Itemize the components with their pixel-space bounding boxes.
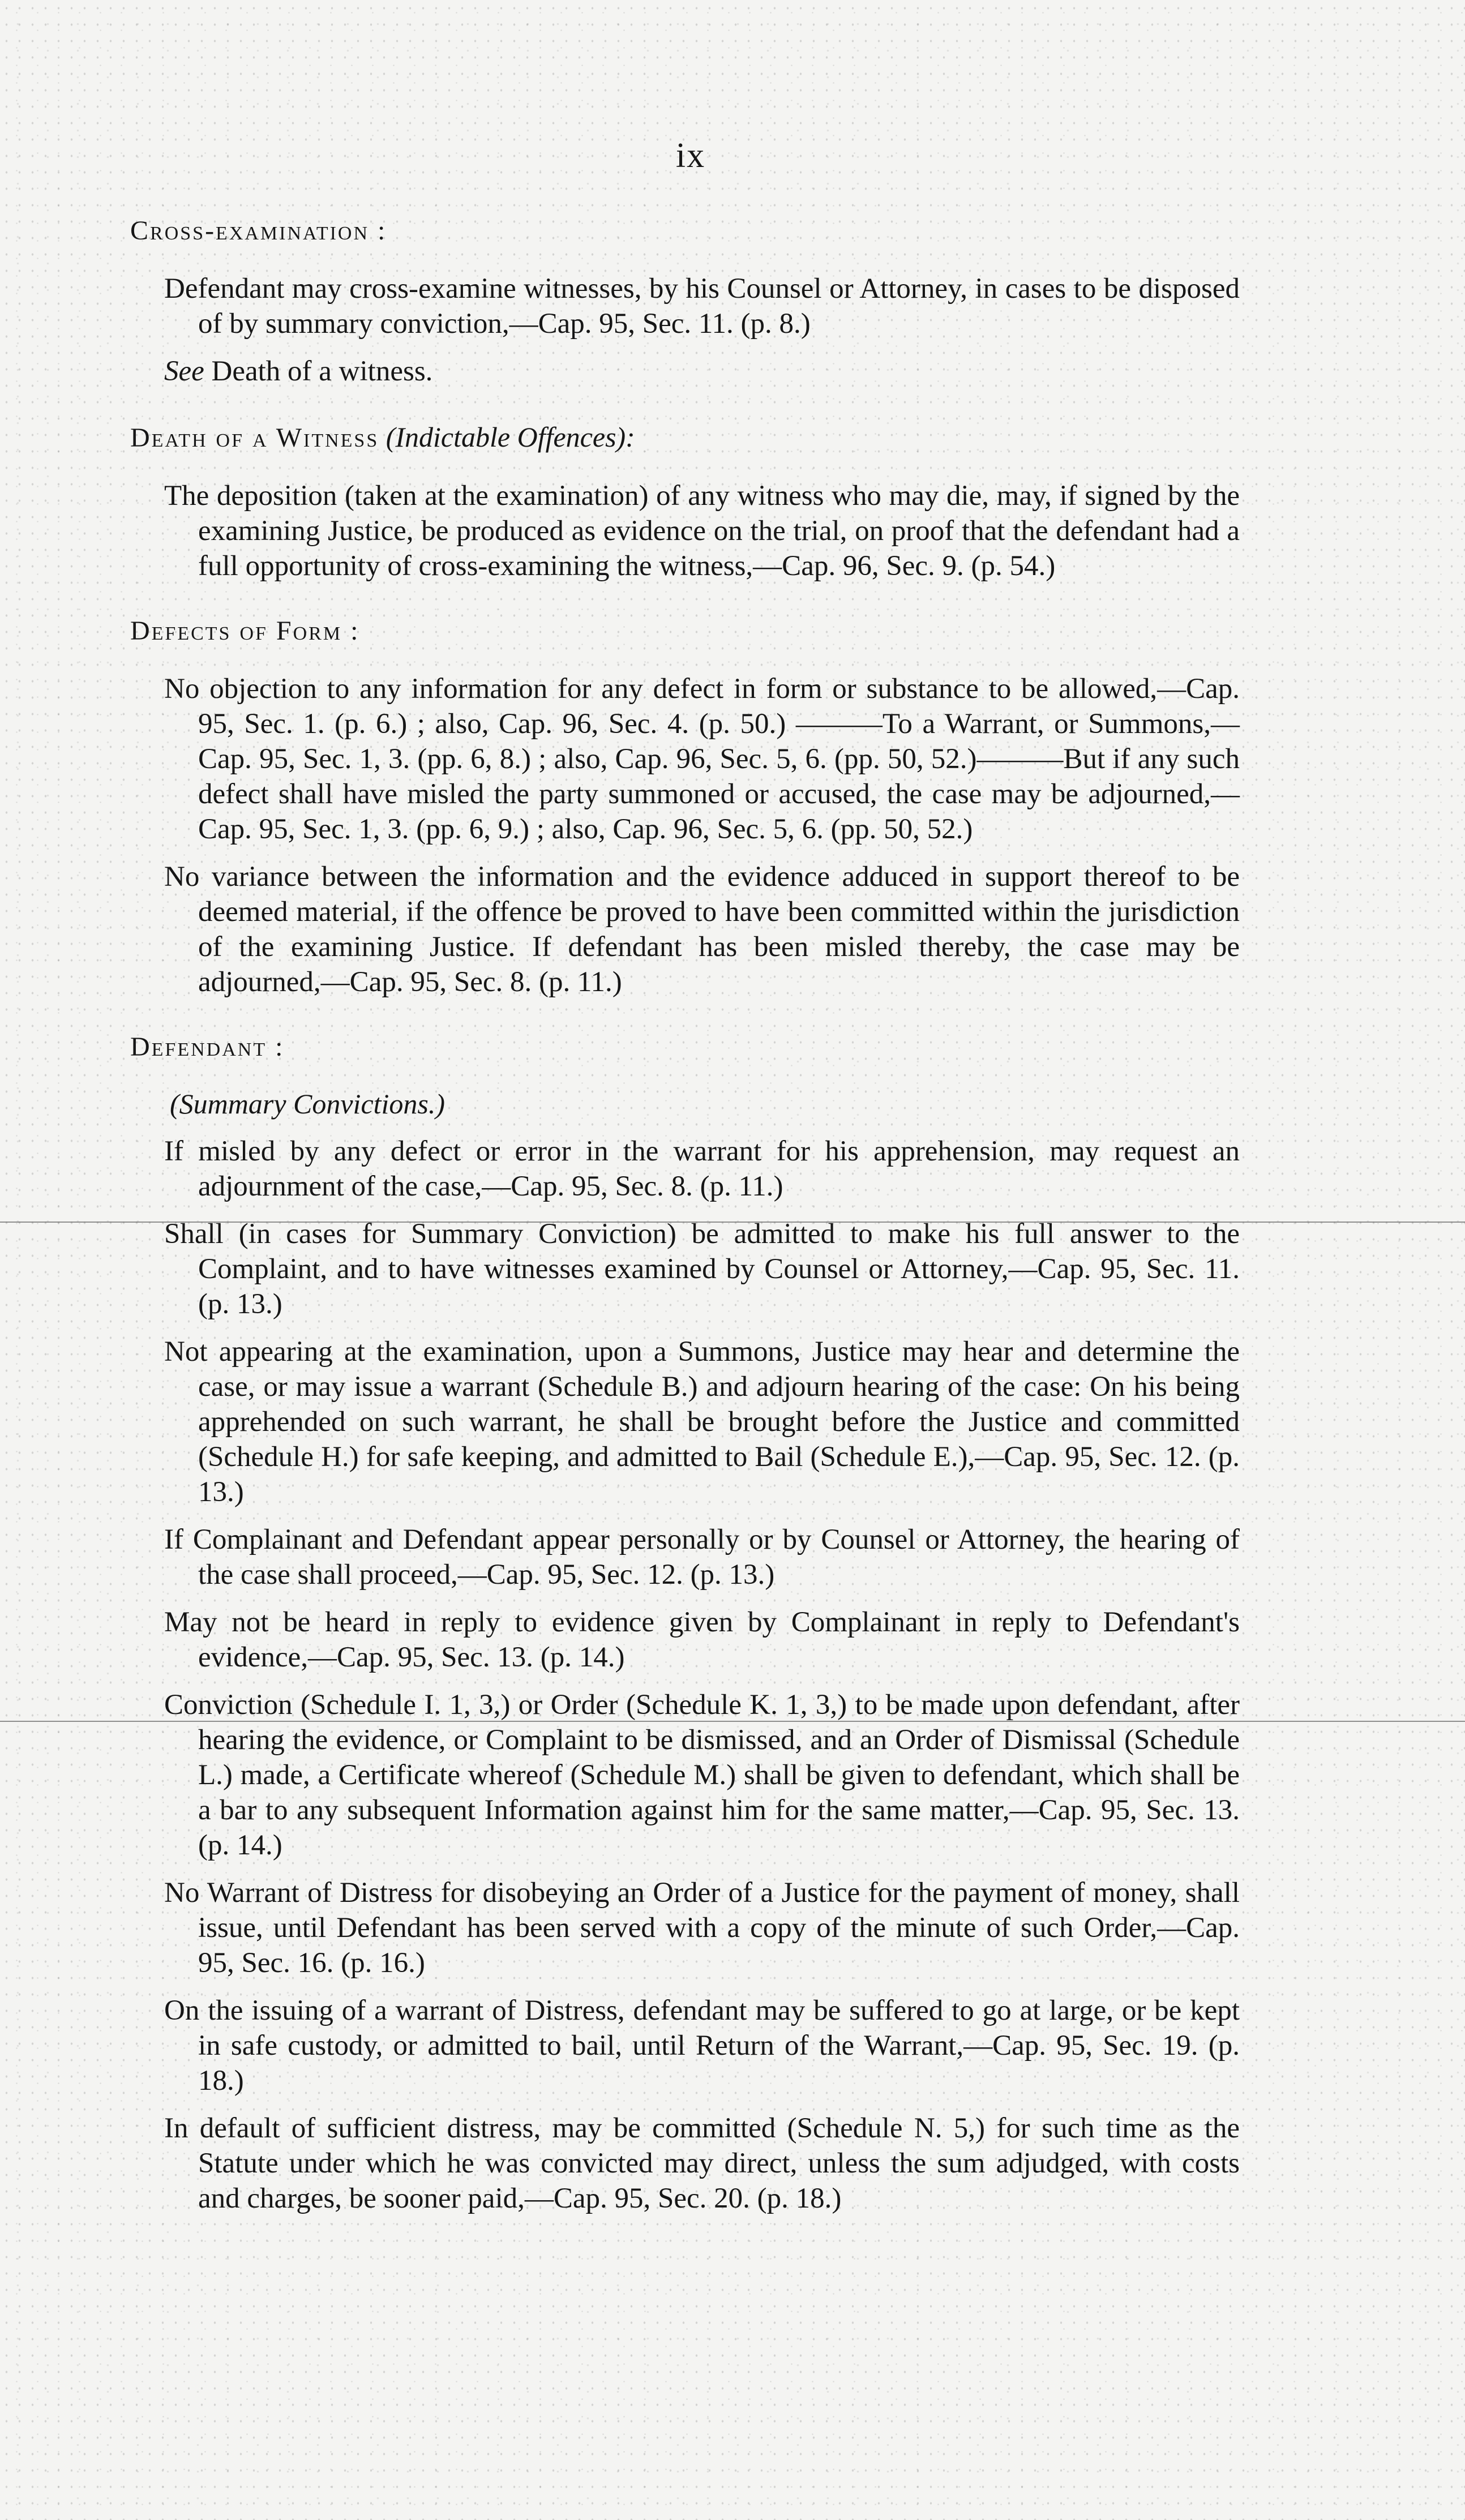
index-entry: Conviction (Schedule I. 1, 3,) or Order (Schedule K. 1, 3,) to be made upon defendant, after hearing the evidence, or Complaint to be dismissed, and an Order of Dismissal (Schedule L.) made, a Certificate whereof (Schedule M.) shall be given to defendant, which shall be a bar to any subsequent Information against him for the same matter,—Cap. 95, Sec. 13. (p. 14.) bbox=[164, 1689, 1240, 1861]
index-entry: If misled by any defect or error in the warrant for his apprehension, may request an adjournment of the case,—Cap. 95, Sec. 8. (p. 11.) bbox=[164, 1135, 1240, 1202]
index-entry: No Warrant of Distress for disobeying an Order of a Justice for the payment of money, shall issue, until Defendant has been served with a copy of the minute of such Order,—Cap. 95, Sec. 16. (p. 16.) bbox=[164, 1877, 1240, 1979]
index-entry: No objection to any information for any defect in form or substance to be allowed,—Cap. 95, Sec. 1. (p. 6.) ; also, Cap. 96, Sec. 4. (p. 50.) ———To a Warrant, or Summons,—Cap. 95, Sec. 1, 3. (pp. 6, 8.) ; also, Cap. 96, Sec. 5, 6. (pp. 50, 52.)———But if any such defect shall have misled the party summoned or accused, the case may be adjourned,—Cap. 95, Sec. 1, 3. (pp. 6, 9.) ; also, Cap. 96, Sec. 5, 6. (pp. 50, 52.) bbox=[164, 673, 1240, 845]
page-number: ix bbox=[675, 136, 706, 175]
index-entry: Shall (in cases for Summary Conviction) be admitted to make his full answer to the Complaint, and to have witnesses examined by Counsel or Attorney,—Cap. 95, Sec. 11. (p. 13.) bbox=[164, 1218, 1240, 1320]
section-heading bbox=[130, 421, 1240, 453]
heading-qualifier: (Indictable Offences): bbox=[379, 421, 635, 453]
index-entry: Defendant may cross-examine witnesses, by his Counsel or Attorney, in cases to be disposed of by summary conviction,—Cap. 95, Sec. 11. (p. 8.) bbox=[164, 273, 1240, 340]
section-heading: Cross-examination : bbox=[130, 216, 387, 246]
section-subheading: (Summary Convictions.) bbox=[170, 1088, 446, 1120]
section-defects-of-form bbox=[130, 615, 1240, 1000]
index-entry: In default of sufficient distress, may be committed (Schedule N. 5,) for such time as the Statute under which he was convicted may direct, unless the sum adjudged, with costs and charges, be sooner paid,—Cap. 95, Sec. 20. (p. 18.) bbox=[164, 2112, 1240, 2214]
see-also-entry bbox=[164, 354, 1240, 389]
section-heading: Defects of Form : bbox=[130, 616, 360, 646]
see-target: Death of a witness. bbox=[204, 355, 433, 387]
index-entry: On the issuing of a warrant of Distress, defendant may be suffered to go at large, or be kept in safe custody, or admitted to bail, until Return of the Warrant,—Cap. 95, Sec. 19. (p. 18.) bbox=[164, 1995, 1240, 2097]
index-entry: Not appearing at the examination, upon a Summons, Justice may hear and determine the case, or may issue a warrant (Schedule B.) and adjourn hearing of the case: On his being apprehended on such warrant, he shall be brought before the Justice and committed (Schedule H.) for safe keeping, and admitted to Bail (Schedule E.),—Cap. 95, Sec. 12. (p. 13.) bbox=[164, 1336, 1240, 1508]
section-death-of-witness bbox=[130, 421, 1240, 584]
index-entry: May not be heard in reply to evidence given by Complainant in reply to Defendant's evidence,—Cap. 95, Sec. 13. (p. 14.) bbox=[164, 1606, 1240, 1673]
index-entry: The deposition (taken at the examination) of any witness who may die, may, if signed by the examining Justice, be produced as evidence on the trial, on proof that the defendant had a full opportunity of cross-examining the witness,—Cap. 96, Sec. 9. (p. 54.) bbox=[164, 480, 1240, 582]
section-cross-examination bbox=[130, 215, 1240, 389]
index-entry: If Complainant and Defendant appear personally or by Counsel or Attorney, the hearing of the case shall proceed,—Cap. 95, Sec. 12. (p. 13.) bbox=[164, 1524, 1240, 1591]
index-content bbox=[130, 215, 1240, 2248]
see-word: See bbox=[164, 355, 204, 387]
index-entry: No variance between the information and the evidence adduced in support thereof to be deemed material, if the offence be proved to have been committed within the jurisdiction of the examining Justice. If defendant has been misled thereby, the case may be adjourned,—Cap. 95, Sec. 8. (p. 11.) bbox=[164, 861, 1240, 998]
heading-text: Death of a Witness bbox=[130, 423, 379, 453]
section-defendant bbox=[130, 1031, 1240, 2216]
section-heading: Defendant : bbox=[130, 1032, 285, 1062]
